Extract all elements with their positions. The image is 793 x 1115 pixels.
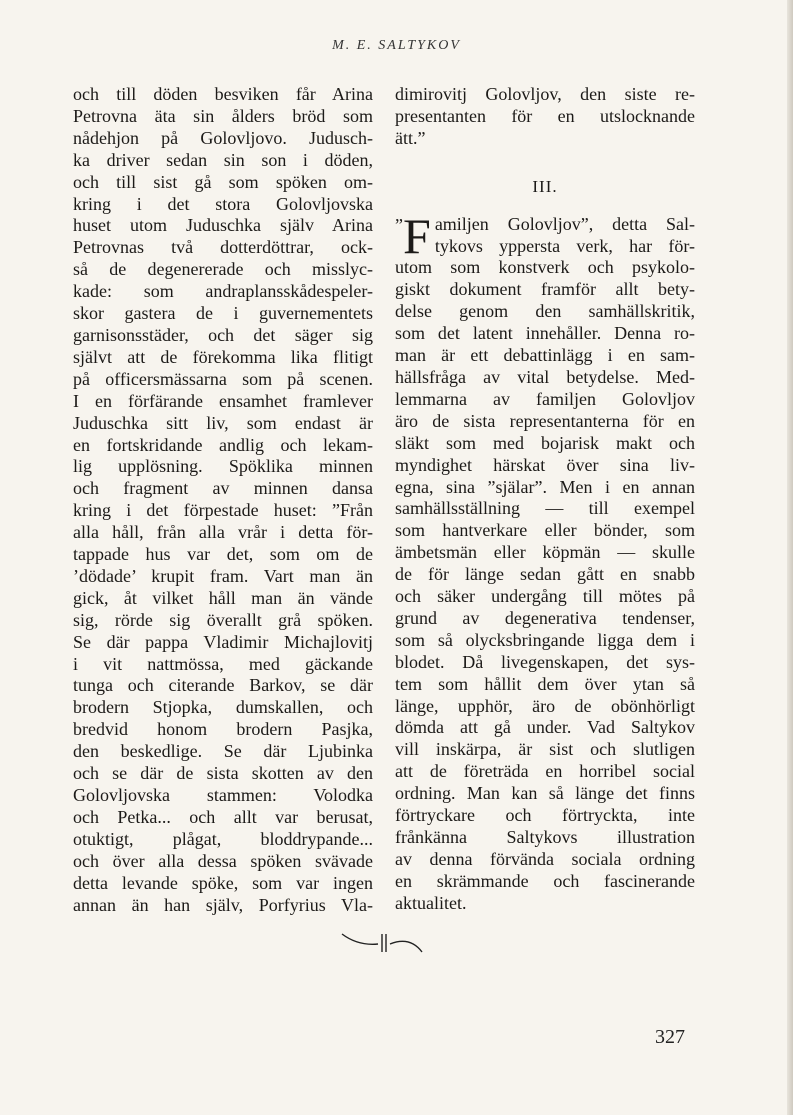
text-line: en skrämmande och fascinerande xyxy=(395,870,695,891)
text-line: nådehjon på Golovljovo. Judusch- xyxy=(73,127,373,148)
text-line: I en förfärande ensamhet framlever xyxy=(73,390,373,411)
text-line: amiljen Golovljov”, detta Sal- xyxy=(434,213,695,234)
text-line: tykovs yppersta verk, har för- xyxy=(434,235,695,256)
text-line: hällsfråga av vital betydelse. Med- xyxy=(395,366,695,387)
text-line: dimirovitj Golovljov, den siste re- xyxy=(395,84,695,104)
text-line: presentanten för en utslocknande xyxy=(395,105,695,126)
text-line: och till sist gå som spöken om- xyxy=(73,171,373,192)
text-line: detta levande spöke, som var ingen xyxy=(73,872,373,893)
text-line: på officersmässarna som på scenen. xyxy=(73,368,373,389)
text-line: grund av degenerativa tendenser, xyxy=(395,607,695,628)
text-line: Golovljovska stammen: Volodka xyxy=(73,785,373,805)
text-line: annan än han själv, Porfyrius Vla- xyxy=(73,894,373,915)
section-heading: III. xyxy=(532,176,558,196)
text-line: av denna förvända sociala ordning xyxy=(395,848,695,869)
dropcap-paragraph xyxy=(395,207,695,264)
text-line: och fragment av minnen dansa xyxy=(73,478,373,499)
text-line: huset utom Juduschka själv Arina xyxy=(73,215,373,236)
text-line: frånkänna Saltykovs illustration xyxy=(395,827,695,847)
text-line: förtryckare och förtryckta, inte xyxy=(395,805,695,826)
text-line: giskt dokument framför allt bety- xyxy=(395,279,695,300)
text-line: delse genom den samhällskritik, xyxy=(395,301,695,322)
text-line: utom som konstverk och psykolo- xyxy=(395,257,695,278)
text-line: att de företräda en horribel social xyxy=(395,761,695,782)
text-line: och se där de sista skotten av den xyxy=(73,763,373,784)
right-column xyxy=(395,84,695,915)
text-line: som så olycksbringande ligga dem i xyxy=(395,629,695,650)
text-line: ämbetsmän eller köpmän — skulle xyxy=(395,542,695,563)
text-line: man är ett debattinlägg i en sam- xyxy=(395,345,695,366)
text-line: och över alla dessa spöken svävade xyxy=(73,850,373,871)
text-line: Se där pappa Vladimir Michajlovitj xyxy=(73,631,373,652)
text-line: så de degenererade och misslyc- xyxy=(73,259,373,280)
text-line: sig, rörde sig överallt grå spöken. xyxy=(73,609,373,630)
ornament-divider xyxy=(340,926,430,956)
text-line: de för länge sedan gått en snabb xyxy=(395,564,695,585)
page-edge xyxy=(787,0,793,1115)
text-line: i vit nattmössa, med gäckande xyxy=(73,653,373,674)
page-number: 327 xyxy=(655,1026,685,1048)
text-line: och till döden besviken får Arina xyxy=(73,84,373,104)
text-line: den beskedlige. Se där Ljubinka xyxy=(73,741,373,762)
text-line: tappade hus var det, som om de xyxy=(73,544,373,565)
text-line: lemmarna av familjen Golovljov xyxy=(395,388,695,409)
text-line: och Petka... och allt var berusat, xyxy=(73,806,373,827)
text-line: aktualitet. xyxy=(395,892,467,913)
text-line: tunga och citerande Barkov, se där xyxy=(73,675,373,696)
text-line: otuktigt, plågat, bloddrypande... xyxy=(73,828,373,849)
text-line: Petrovna äta sin ålders bröd som xyxy=(73,105,373,126)
text-line: brodern Stjopka, dumskallen, och xyxy=(73,697,373,718)
text-line: ätt.” xyxy=(395,127,426,148)
text-line: som det latent innehåller. Denna ro- xyxy=(395,323,695,344)
text-line: egna, sina ”själar”. Men i en annan xyxy=(395,476,695,497)
drop-cap-letter: F xyxy=(403,207,431,264)
text-line: som hantverkare eller bönder, som xyxy=(395,520,695,541)
text-line: länge, upphör, äro de obönhörligt xyxy=(395,695,695,716)
left-column xyxy=(73,84,373,916)
text-line: bredvid honom brodern Pasjka, xyxy=(73,719,373,740)
text-line: kade: som andraplansskådespeler- xyxy=(73,281,373,302)
text-line: självt att de förekomma lika flitigt xyxy=(73,346,373,367)
text-line: en fortskridande andlig och lekam- xyxy=(73,434,373,455)
text-line: ordning. Man kan så länge det finns xyxy=(395,783,695,804)
text-line: släkt som med bojarisk makt och xyxy=(395,432,695,453)
text-line: lig upplösning. Spöklika minnen xyxy=(73,456,373,477)
text-line: alla håll, från alla vrår i detta för- xyxy=(73,522,373,543)
text-line: äro de sista representanterna för en xyxy=(395,410,695,431)
text-line: garnisonsstäder, och det säger sig xyxy=(73,324,373,345)
text-line: myndighet härskat över sina liv- xyxy=(395,454,695,475)
text-line: ’dödade’ krupit fram. Vart man än xyxy=(73,565,373,586)
text-line: och säker undergång till mötes på xyxy=(395,586,695,607)
open-quote: ” xyxy=(395,214,403,235)
text-line: tem som hållit dem över ytan så xyxy=(395,673,695,694)
text-line: Juduschka sitt liv, som endast är xyxy=(73,412,373,433)
text-line: Petrovnas två dotterdöttrar, ock- xyxy=(73,237,373,258)
text-line: samhällsställning — till exempel xyxy=(395,498,695,519)
running-header: M. E. SALTYKOV xyxy=(332,38,461,53)
text-line: gick, åt vilket håll man än vände xyxy=(73,587,373,608)
text-line: ka driver sedan sin son i döden, xyxy=(73,149,373,170)
text-line: skor gastera de i guvernementets xyxy=(73,303,373,324)
text-line: dömda att gå under. Vad Saltykov xyxy=(395,717,695,738)
text-line: kring i det stora Golovljovska xyxy=(73,193,373,214)
text-line: vill inskärpa, är sist och slutligen xyxy=(395,739,695,760)
text-line: blodet. Då livegenskapen, det sys- xyxy=(395,651,695,672)
text-line: kring i det förpestade huset: ”Från xyxy=(73,500,373,521)
